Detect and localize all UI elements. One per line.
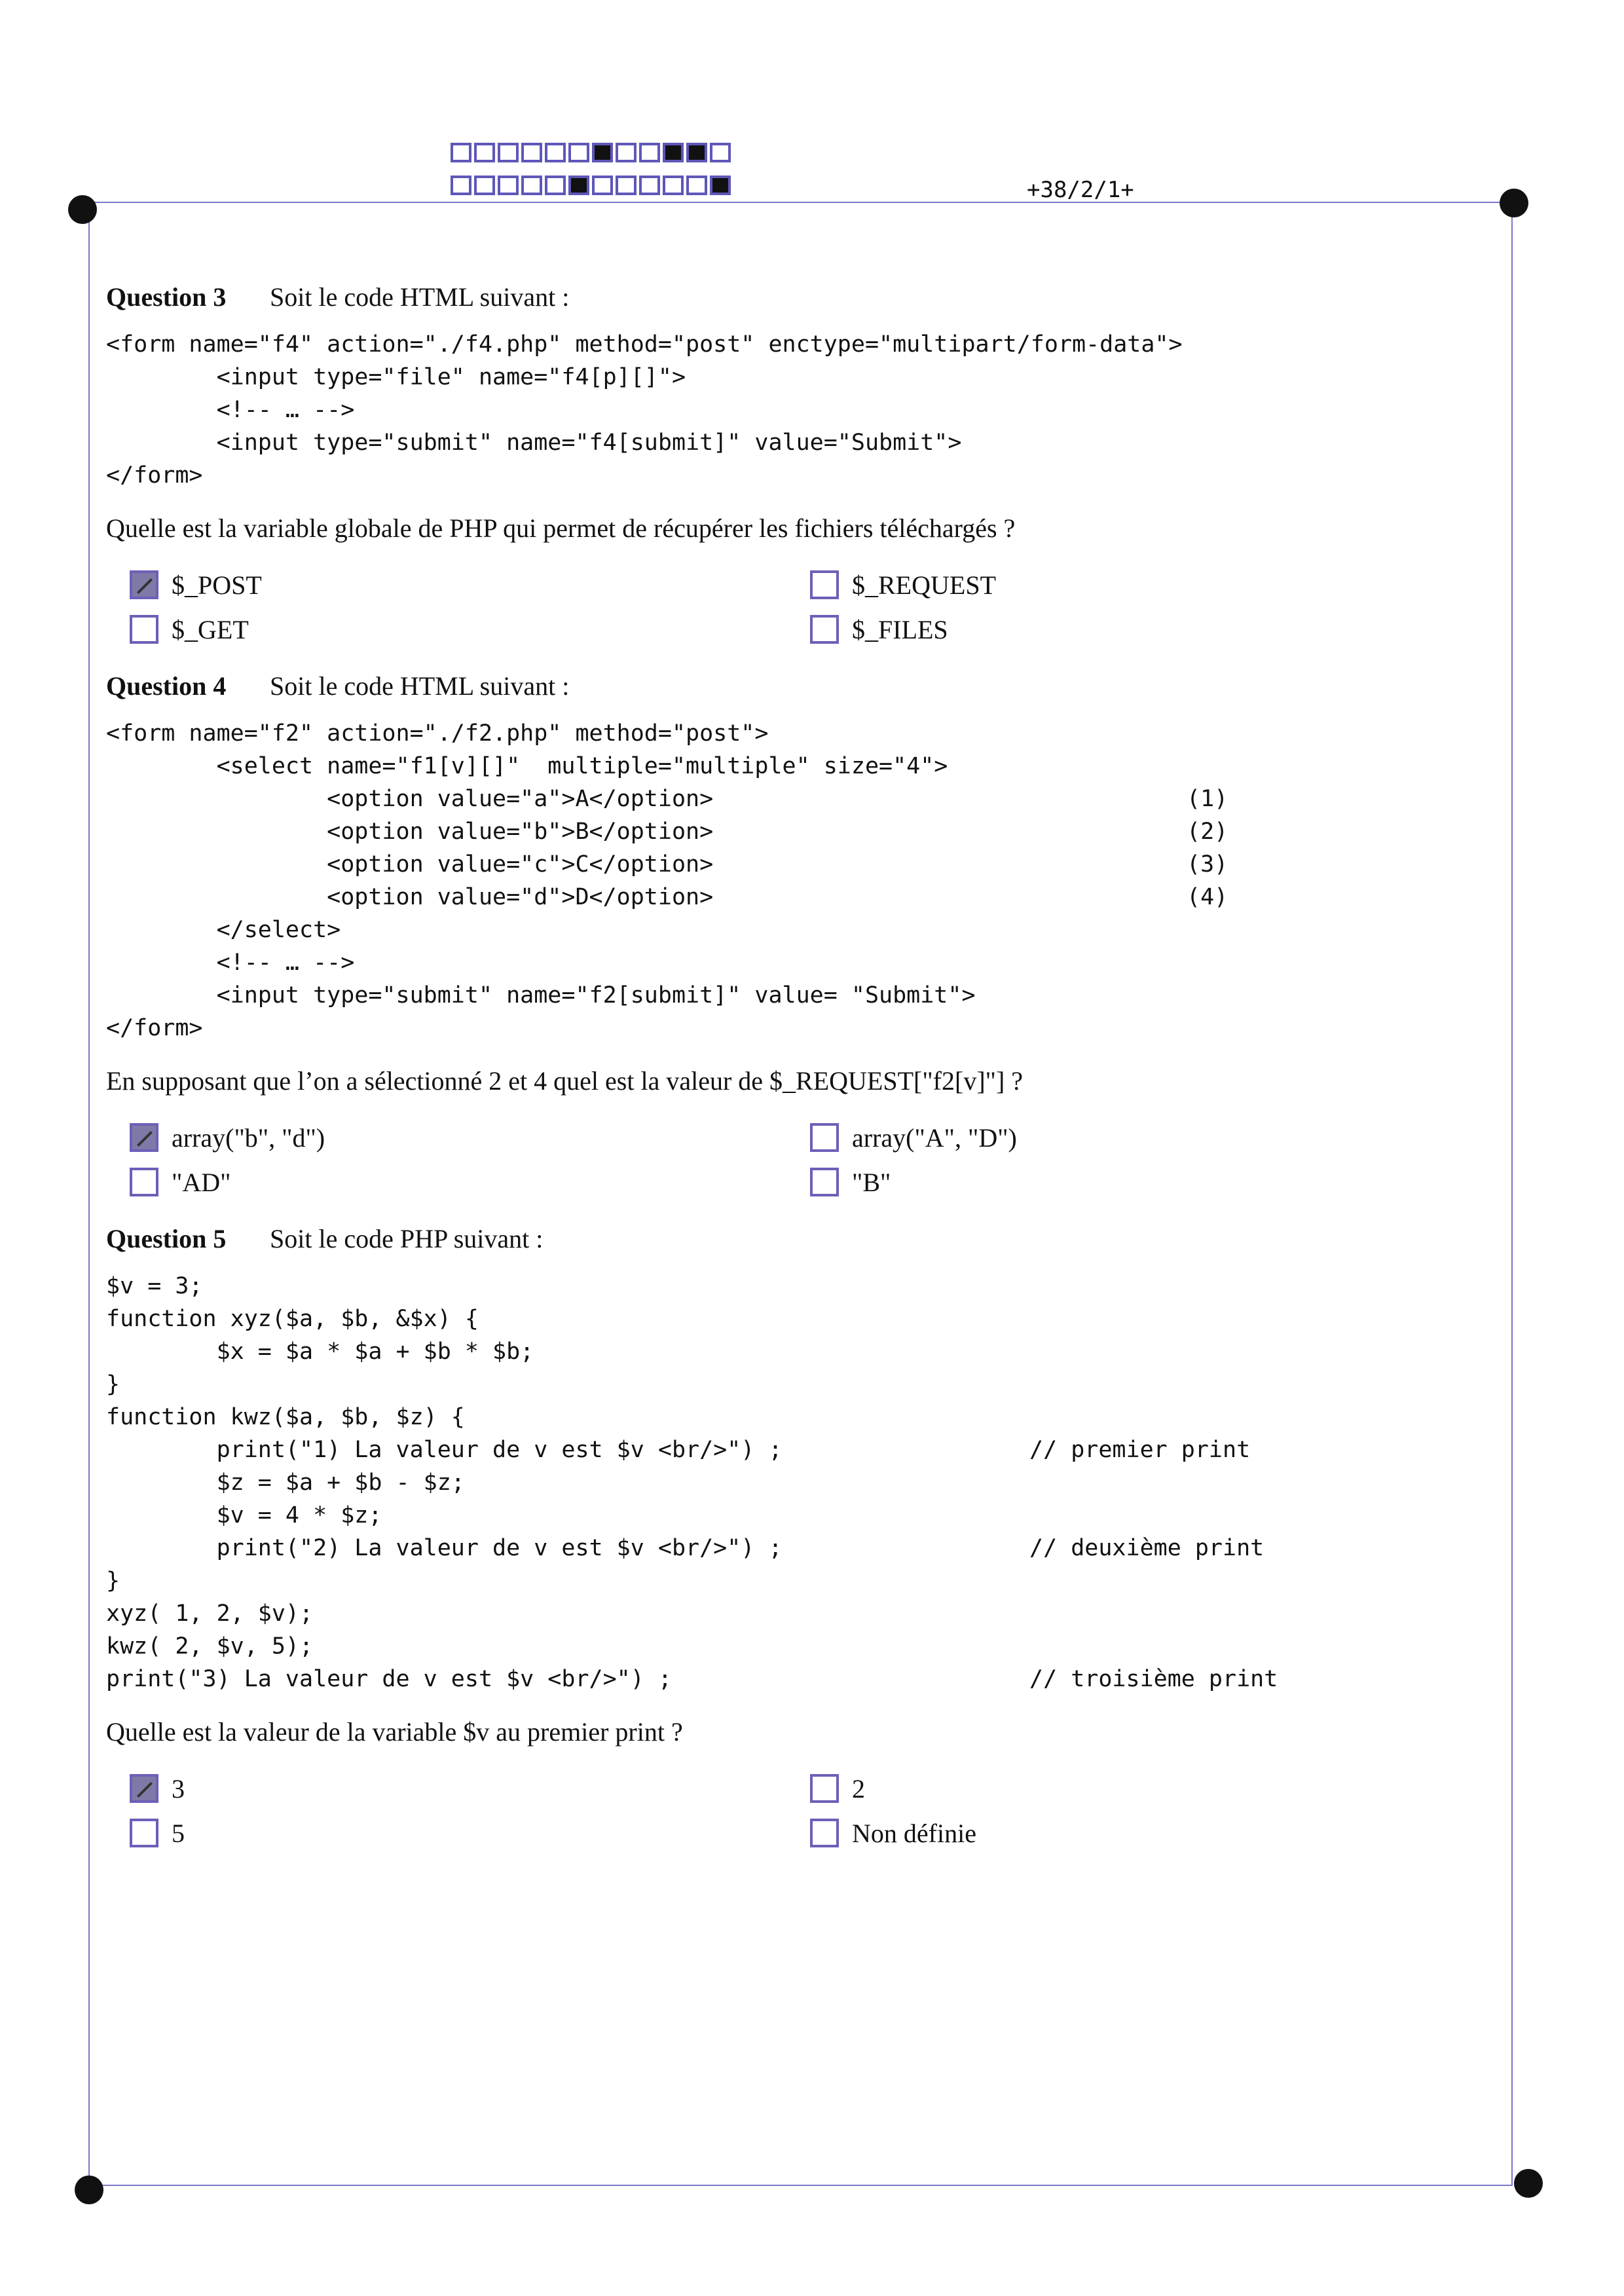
barcode-cell (710, 143, 731, 162)
code-line (106, 1532, 1494, 1565)
code-text: <form name="f2" action="./f2.php" method="post"> (106, 720, 769, 747)
answer-list (106, 566, 1494, 648)
barcode-row-2 (451, 176, 731, 195)
barcode-cell (521, 176, 542, 195)
code-line (106, 848, 1494, 881)
checkbox[interactable] (810, 570, 839, 599)
barcode-cell (474, 176, 495, 195)
code-text: $z = $a + $b - $z; (106, 1470, 465, 1496)
answer-option[interactable] (106, 1164, 810, 1200)
code-text: function kwz($a, $b, $z) { (106, 1404, 465, 1430)
code-text: $v = 3; (106, 1273, 203, 1299)
barcode-cell (474, 143, 495, 162)
checkbox-checked[interactable] (130, 570, 158, 599)
code-text: <option value="a">A</option> (106, 786, 714, 812)
barcode-cell (451, 176, 471, 195)
code-annotation: (3) (1187, 851, 1228, 878)
answer-option[interactable] (106, 611, 810, 648)
question-header (106, 1220, 1494, 1257)
checkbox[interactable] (810, 1168, 839, 1196)
answer-list (106, 1119, 1494, 1200)
barcode-cell (451, 143, 471, 162)
question-4 (106, 667, 1494, 1200)
code-text: <input type="submit" name="f2[submit]" value= "Submit"> (106, 982, 976, 1009)
checkbox-checked[interactable] (130, 1123, 158, 1152)
code-text: print("2) La valeur de v est $v <br/>") ; (106, 1535, 783, 1561)
answer-label: 3 (172, 1773, 185, 1804)
barcode-cell (592, 176, 613, 195)
code-text: <!-- … --> (106, 397, 355, 423)
answer-option[interactable] (106, 1119, 810, 1156)
barcode-cell (545, 143, 566, 162)
code-line (106, 1663, 1494, 1695)
code-text: <select name="f1[v][]" multiple="multiple" size="4"> (106, 753, 948, 779)
code-annotation: // deuxième print (1029, 1535, 1264, 1561)
question-prompt: En supposant que l’on a sélectionné 2 et 4 quel est la valeur de $_REQUEST["f2[v]"] ? (106, 1066, 1024, 1096)
question-intro: Soit le code HTML suivant : (270, 282, 570, 312)
code-line (106, 717, 1494, 750)
code-line (106, 1499, 1494, 1532)
answer-option[interactable] (106, 1770, 810, 1807)
code-line (106, 881, 1494, 914)
code-line (106, 914, 1494, 946)
question-intro: Soit le code PHP suivant : (270, 1223, 544, 1253)
answer-label: array("A", "D") (852, 1122, 1017, 1153)
barcode-cell (616, 143, 637, 162)
barcode-cell (710, 176, 731, 195)
checkbox[interactable] (130, 1168, 158, 1196)
code-line (106, 394, 1494, 426)
barcode-cell (663, 143, 684, 162)
checkbox[interactable] (810, 615, 839, 644)
answer-list (106, 1770, 1494, 1851)
answer-label: array("b", "d") (172, 1122, 325, 1153)
code-annotation: (4) (1187, 884, 1228, 910)
code-line (106, 979, 1494, 1012)
code-line (106, 783, 1494, 815)
corner-mark-top-left (68, 195, 97, 224)
code-text: <!-- … --> (106, 950, 355, 976)
code-text: print("3) La valeur de v est $v <br/>") ; (106, 1666, 672, 1692)
barcode-cell (498, 143, 519, 162)
question-3 (106, 278, 1494, 648)
answer-label: $_REQUEST (852, 570, 996, 600)
barcode-cell (498, 176, 519, 195)
sheet-id: +38/2/1+ (1027, 177, 1134, 203)
code-text: } (106, 1568, 120, 1594)
checkbox[interactable] (130, 615, 158, 644)
code-block (106, 717, 1494, 1045)
answer-option[interactable] (810, 1119, 1494, 1156)
code-text: </form> (106, 1015, 203, 1041)
question-header (106, 667, 1494, 704)
question-header (106, 278, 1494, 315)
question-label: Question 4 (106, 671, 227, 701)
barcode-cell (639, 176, 660, 195)
barcode-cell (639, 143, 660, 162)
code-text: $v = 4 * $z; (106, 1502, 382, 1528)
code-text: <option value="c">C</option> (106, 851, 714, 878)
code-line (106, 1303, 1494, 1335)
question-label: Question 5 (106, 1223, 227, 1253)
answer-option[interactable] (810, 566, 1494, 603)
answer-label: "AD" (172, 1167, 231, 1197)
code-line (106, 1335, 1494, 1368)
code-line (106, 1597, 1494, 1630)
code-line (106, 426, 1494, 459)
barcode-cell (686, 176, 707, 195)
checkbox[interactable] (130, 1819, 158, 1847)
code-text: </form> (106, 462, 203, 489)
barcode-cell (663, 176, 684, 195)
code-line (106, 1401, 1494, 1434)
code-annotation: (1) (1187, 786, 1228, 812)
code-line (106, 1565, 1494, 1597)
code-line (106, 1368, 1494, 1401)
answer-option[interactable] (106, 1815, 810, 1851)
answer-option[interactable] (810, 1815, 1494, 1851)
code-line (106, 328, 1494, 361)
answer-option[interactable] (810, 1164, 1494, 1200)
code-text: function xyz($a, $b, &$x) { (106, 1306, 479, 1332)
barcode-row-1 (451, 143, 731, 162)
answer-label: 5 (172, 1818, 185, 1848)
checkbox[interactable] (810, 1774, 839, 1803)
barcode-cell (616, 176, 637, 195)
code-text: } (106, 1371, 120, 1398)
checkbox[interactable] (810, 1819, 839, 1847)
code-line (106, 750, 1494, 783)
exam-content (106, 278, 1494, 1851)
code-line (106, 1434, 1494, 1466)
code-text: kwz( 2, $v, 5); (106, 1633, 314, 1659)
code-block (106, 328, 1494, 492)
code-line (106, 459, 1494, 492)
code-text: <form name="f4" action="./f4.php" method="post" enctype="multipart/form-data"> (106, 331, 1183, 358)
code-annotation: // premier print (1029, 1437, 1251, 1463)
code-line (106, 815, 1494, 848)
code-line (106, 361, 1494, 394)
code-text: <input type="file" name="f4[p][]"> (106, 364, 686, 390)
code-annotation: // troisième print (1029, 1666, 1278, 1692)
corner-mark-bottom-left (75, 2176, 103, 2204)
barcode-cell (592, 143, 613, 162)
question-prompt: Quelle est la valeur de la variable $v au premier print ? (106, 1717, 683, 1747)
code-text: xyz( 1, 2, $v); (106, 1601, 314, 1627)
barcode-cell (545, 176, 566, 195)
question-intro: Soit le code HTML suivant : (270, 671, 570, 701)
barcode-cell (568, 176, 589, 195)
answer-label: "B" (852, 1167, 891, 1197)
answer-option[interactable] (106, 566, 810, 603)
answer-option[interactable] (810, 611, 1494, 648)
barcode-cell (568, 143, 589, 162)
code-text: </select> (106, 917, 341, 943)
corner-mark-bottom-right (1514, 2169, 1543, 2198)
question-prompt: Quelle est la variable globale de PHP qui permet de récupérer les fichiers téléchargés ? (106, 513, 1016, 543)
code-text: <option value="b">B</option> (106, 819, 714, 845)
checkbox-checked[interactable] (130, 1774, 158, 1803)
code-line (106, 1012, 1494, 1045)
code-text: print("1) La valeur de v est $v <br/>") ; (106, 1437, 783, 1463)
code-annotation: (2) (1187, 819, 1228, 845)
answer-label: $_FILES (852, 614, 948, 644)
answer-label: Non définie (852, 1818, 976, 1848)
code-line (106, 1270, 1494, 1303)
barcode-cell (686, 143, 707, 162)
corner-mark-top-right (1500, 189, 1528, 217)
code-text: <input type="submit" name="f4[submit]" value="Submit"> (106, 430, 962, 456)
checkbox[interactable] (810, 1123, 839, 1152)
code-line (106, 1466, 1494, 1499)
answer-label: $_POST (172, 570, 262, 600)
barcode-cell (521, 143, 542, 162)
code-line (106, 1630, 1494, 1663)
code-line (106, 946, 1494, 979)
code-text: <option value="d">D</option> (106, 884, 714, 910)
question-5 (106, 1220, 1494, 1851)
answer-label: $_GET (172, 614, 249, 644)
question-label: Question 3 (106, 282, 227, 312)
code-block (106, 1270, 1494, 1695)
answer-label: 2 (852, 1773, 865, 1804)
code-text: $x = $a * $a + $b * $b; (106, 1339, 534, 1365)
answer-option[interactable] (810, 1770, 1494, 1807)
